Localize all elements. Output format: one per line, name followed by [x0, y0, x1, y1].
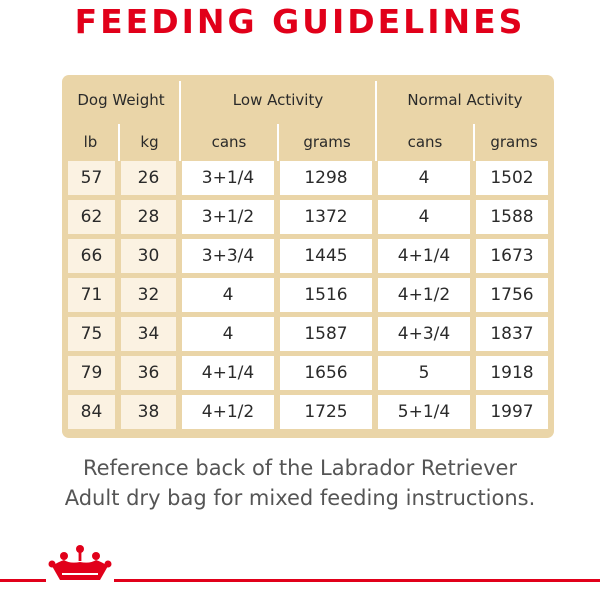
cell-low-grams: 1298	[280, 161, 372, 195]
cell-low-grams: 1445	[280, 239, 372, 273]
header-divider	[118, 124, 120, 161]
subheader-low-grams: grams	[303, 133, 351, 151]
header-divider	[473, 124, 475, 161]
cell-lb: 66	[68, 239, 115, 273]
cell-normal-cans: 4+1/2	[378, 278, 470, 312]
cell-low-grams: 1516	[280, 278, 372, 312]
cell-low-cans: 3+1/2	[182, 200, 274, 234]
cell-low-grams: 1725	[280, 395, 372, 429]
cell-kg: 32	[121, 278, 176, 312]
cell-lb: 62	[68, 200, 115, 234]
cell-kg: 28	[121, 200, 176, 234]
header-divider	[179, 81, 181, 161]
cell-normal-grams: 1837	[476, 317, 548, 351]
cell-normal-grams: 1918	[476, 356, 548, 390]
cell-normal-cans: 5+1/4	[378, 395, 470, 429]
cell-normal-cans: 4+3/4	[378, 317, 470, 351]
header-divider	[277, 124, 279, 161]
subheader-low-cans: cans	[211, 133, 247, 151]
cell-low-cans: 4	[182, 317, 274, 351]
cell-low-cans: 3+1/4	[182, 161, 274, 195]
subheader-kg: kg	[140, 133, 159, 151]
cell-lb: 71	[68, 278, 115, 312]
cell-normal-cans: 4	[378, 200, 470, 234]
cell-normal-cans: 5	[378, 356, 470, 390]
cell-normal-grams: 1673	[476, 239, 548, 273]
cell-low-grams: 1372	[280, 200, 372, 234]
subheader-normal-cans: cans	[407, 133, 443, 151]
cell-kg: 38	[121, 395, 176, 429]
cell-lb: 84	[68, 395, 115, 429]
header-normal-activity: Normal Activity	[407, 90, 523, 109]
cell-low-grams: 1587	[280, 317, 372, 351]
cell-kg: 30	[121, 239, 176, 273]
crown-icon	[40, 540, 120, 590]
cell-normal-grams: 1997	[476, 395, 548, 429]
cell-lb: 75	[68, 317, 115, 351]
cell-normal-grams: 1756	[476, 278, 548, 312]
cell-kg: 34	[121, 317, 176, 351]
cell-low-cans: 3+3/4	[182, 239, 274, 273]
cell-normal-cans: 4	[378, 161, 470, 195]
footer-line-1: Reference back of the Labrador Retriever	[82, 456, 518, 480]
brand-rule-right	[114, 579, 600, 582]
cell-low-cans: 4+1/2	[182, 395, 274, 429]
cell-normal-grams: 1502	[476, 161, 548, 195]
footer-line-2: Adult dry bag for mixed feeding instructions.	[64, 486, 536, 510]
cell-low-cans: 4	[182, 278, 274, 312]
cell-lb: 79	[68, 356, 115, 390]
cell-normal-cans: 4+1/4	[378, 239, 470, 273]
header-low-activity: Low Activity	[232, 90, 324, 109]
cell-low-grams: 1656	[280, 356, 372, 390]
page-title: FEEDING GUIDELINES	[74, 2, 526, 41]
feeding-table	[62, 75, 554, 438]
cell-normal-grams: 1588	[476, 200, 548, 234]
cell-low-cans: 4+1/4	[182, 356, 274, 390]
header-divider	[375, 81, 377, 161]
cell-lb: 57	[68, 161, 115, 195]
subheader-normal-grams: grams	[490, 133, 538, 151]
header-dog-weight: Dog Weight	[77, 90, 165, 109]
cell-kg: 26	[121, 161, 176, 195]
cell-kg: 36	[121, 356, 176, 390]
subheader-lb: lb	[83, 133, 98, 151]
